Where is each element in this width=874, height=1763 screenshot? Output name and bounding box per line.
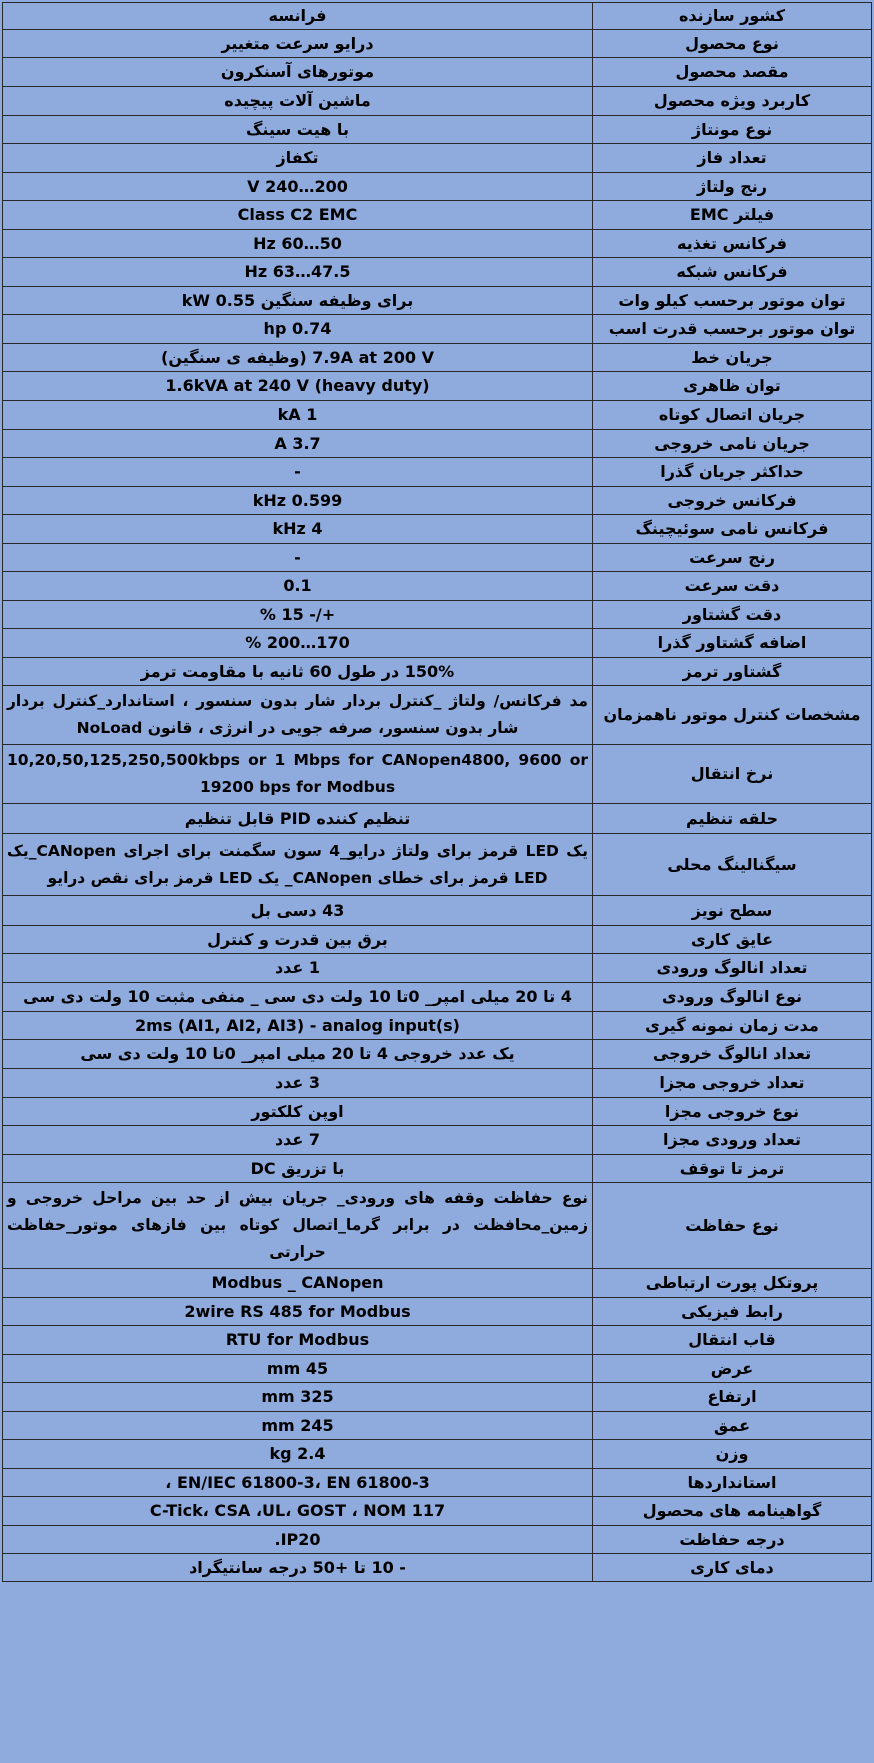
table-row	[3, 1469, 872, 1497]
spec-value: EN/IEC 61800-3، EN 61800-3 ،	[3, 1469, 593, 1497]
spec-value: ماشین آلات پیچیده	[3, 87, 593, 116]
spec-value: اوپن کلکتور	[3, 1098, 593, 1126]
table-row	[3, 30, 872, 58]
spec-label: عایق کاری	[593, 926, 872, 954]
spec-label: حداکثر جریان گذرا	[593, 458, 872, 487]
spec-label: جریان نامی خروجی	[593, 430, 872, 458]
spec-value: RTU for Modbus	[3, 1326, 593, 1355]
table-row	[3, 983, 872, 1012]
spec-value: مد فرکانس/ ولتاژ _کنترل بردار شار بدون سنسور ، استاندارد_کنترل بردار شار بدون سنسور، صرفه جویی در انرژی ، قانون NoLoad	[3, 686, 593, 745]
spec-value: تنظیم کننده PID قابل تنظیم	[3, 804, 593, 834]
table-row	[3, 1526, 872, 1554]
spec-value: 3 عدد	[3, 1069, 593, 1098]
table-row	[3, 3, 872, 30]
spec-value: 200…240 V	[3, 173, 593, 201]
spec-value: 0.74 hp	[3, 315, 593, 344]
table-row	[3, 287, 872, 315]
spec-label: فرکانس شبکه	[593, 258, 872, 287]
spec-label: فرکانس نامی سوئیچینگ	[593, 515, 872, 544]
table-row	[3, 1098, 872, 1126]
spec-label: مشخصات کنترل موتور ناهمزمان	[593, 686, 872, 745]
table-row	[3, 1269, 872, 1298]
spec-label: توان موتور برحسب قدرت اسب	[593, 315, 872, 344]
spec-label: حلقه تنظیم	[593, 804, 872, 834]
spec-value: 45 mm	[3, 1355, 593, 1383]
spec-label: رنج ولتاژ	[593, 173, 872, 201]
spec-value: 245 mm	[3, 1412, 593, 1440]
spec-value: با هیت سینگ	[3, 116, 593, 144]
spec-label: کشور سازنده	[593, 3, 872, 30]
spec-value: Modbus _ CANopen	[3, 1269, 593, 1298]
spec-label: جریان اتصال کوتاه	[593, 401, 872, 430]
table-row	[3, 430, 872, 458]
spec-table-body	[3, 3, 872, 1582]
spec-label: عمق	[593, 1412, 872, 1440]
spec-label: درجه حفاظت	[593, 1526, 872, 1554]
spec-label: نرخ انتقال	[593, 745, 872, 804]
table-row	[3, 1412, 872, 1440]
table-row	[3, 58, 872, 87]
table-row	[3, 1355, 872, 1383]
table-row	[3, 1155, 872, 1183]
table-row	[3, 1554, 872, 1582]
spec-label: توان موتور برحسب کیلو وات	[593, 287, 872, 315]
spec-value: Class C2 EMC	[3, 201, 593, 230]
spec-label: مقصد محصول	[593, 58, 872, 87]
table-row	[3, 572, 872, 601]
spec-label: گواهینامه های محصول	[593, 1497, 872, 1526]
spec-label: نوع حفاظت	[593, 1183, 872, 1269]
spec-label: دمای کاری	[593, 1554, 872, 1582]
spec-value: یک عدد خروجی 4 تا 20 میلی امپر_ 0تا 10 ولت دی سی	[3, 1040, 593, 1069]
table-row	[3, 804, 872, 834]
spec-value: 325 mm	[3, 1383, 593, 1412]
table-row	[3, 1326, 872, 1355]
spec-table	[2, 2, 872, 1582]
spec-value: درایو سرعت متغییر	[3, 30, 593, 58]
table-row	[3, 896, 872, 926]
table-row	[3, 487, 872, 515]
spec-value: فرانسه	[3, 3, 593, 30]
spec-label: ترمز تا توقف	[593, 1155, 872, 1183]
table-row	[3, 834, 872, 896]
spec-value: 4 kHz	[3, 515, 593, 544]
spec-value: 2wire RS 485 for Modbus	[3, 1298, 593, 1326]
spec-value: تکفاز	[3, 144, 593, 173]
table-row	[3, 344, 872, 372]
table-row	[3, 954, 872, 983]
spec-label: ارتفاع	[593, 1383, 872, 1412]
spec-label: نوع خروجی مجزا	[593, 1098, 872, 1126]
table-row	[3, 144, 872, 173]
spec-value: 50…60 Hz	[3, 230, 593, 258]
table-row	[3, 230, 872, 258]
table-row	[3, 1012, 872, 1040]
table-row	[3, 926, 872, 954]
spec-value: 1 عدد	[3, 954, 593, 983]
spec-value: 43 دسی بل	[3, 896, 593, 926]
table-row	[3, 1069, 872, 1098]
table-row	[3, 544, 872, 572]
table-row	[3, 658, 872, 686]
spec-label: اضافه گشتاور گذرا	[593, 629, 872, 658]
table-row	[3, 173, 872, 201]
spec-label: تعداد ورودی مجزا	[593, 1126, 872, 1155]
spec-value: 170…200 %	[3, 629, 593, 658]
table-row	[3, 401, 872, 430]
spec-value: - 10 تا +50 درجه سانتیگراد	[3, 1554, 593, 1582]
spec-label: وزن	[593, 1440, 872, 1469]
spec-label: تعداد خروجی مجزا	[593, 1069, 872, 1098]
table-row	[3, 1183, 872, 1269]
table-row	[3, 601, 872, 629]
spec-value: یک LED قرمز برای ولتاژ درایو_4 سون سگمنت برای اجرای CANopen_یک LED قرمز برای خطای CANopen_ یک LED قرمز برای نقص درایو	[3, 834, 593, 896]
table-row	[3, 1497, 872, 1526]
spec-value: با تزریق DC	[3, 1155, 593, 1183]
table-row	[3, 116, 872, 144]
table-row	[3, 258, 872, 287]
spec-value: 1 kA	[3, 401, 593, 430]
spec-value: 7 عدد	[3, 1126, 593, 1155]
spec-label: دقت سرعت	[593, 572, 872, 601]
spec-value: 2.4 kg	[3, 1440, 593, 1469]
spec-label: کاربرد ویژه محصول	[593, 87, 872, 116]
spec-label: استانداردها	[593, 1469, 872, 1497]
spec-value: 4 تا 20 میلی امپر_ 0تا 10 ولت دی سی _ منفی مثبت 10 ولت دی سی	[3, 983, 593, 1012]
table-row	[3, 201, 872, 230]
spec-label: نوع انالوگ ورودی	[593, 983, 872, 1012]
table-row	[3, 1383, 872, 1412]
spec-label: دقت گشتاور	[593, 601, 872, 629]
spec-label: قاب انتقال	[593, 1326, 872, 1355]
table-row	[3, 1040, 872, 1069]
spec-label: تعداد انالوگ خروجی	[593, 1040, 872, 1069]
table-row	[3, 629, 872, 658]
table-row	[3, 1298, 872, 1326]
spec-label: فرکانس تغذیه	[593, 230, 872, 258]
spec-value: برای وظیفه سنگین 0.55 kW	[3, 287, 593, 315]
spec-label: سطح نویز	[593, 896, 872, 926]
spec-label: پروتکل پورت ارتباطی	[593, 1269, 872, 1298]
spec-label: تعداد انالوگ ورودی	[593, 954, 872, 983]
table-row	[3, 87, 872, 116]
spec-label: سیگنالینگ محلی	[593, 834, 872, 896]
spec-label: تعداد فاز	[593, 144, 872, 173]
table-row	[3, 372, 872, 401]
spec-label: نوع محصول	[593, 30, 872, 58]
spec-value: IP20.	[3, 1526, 593, 1554]
spec-label: فیلتر EMC	[593, 201, 872, 230]
spec-value: -	[3, 544, 593, 572]
spec-label: نوع مونتاژ	[593, 116, 872, 144]
spec-label: رنج سرعت	[593, 544, 872, 572]
table-row	[3, 1440, 872, 1469]
spec-label: جریان خط	[593, 344, 872, 372]
spec-label: مدت زمان نمونه گیری	[593, 1012, 872, 1040]
spec-value: 10,20,50,125,250,500kbps or 1 Mbps for CANopen4800, 9600 or 19200 bps for Modbus	[3, 745, 593, 804]
spec-label: گشتاور ترمز	[593, 658, 872, 686]
spec-value: +/- 15 %	[3, 601, 593, 629]
spec-value: برق بین قدرت و کنترل	[3, 926, 593, 954]
spec-value: -	[3, 458, 593, 487]
table-row	[3, 458, 872, 487]
spec-value: 7.9A at 200 V (وظیفه ی سنگین)	[3, 344, 593, 372]
spec-value: 0.1	[3, 572, 593, 601]
spec-value: 47.5…63 Hz	[3, 258, 593, 287]
spec-label: فرکانس خروجی	[593, 487, 872, 515]
spec-value: 2ms (AI1, AI2, AI3) - analog input(s)	[3, 1012, 593, 1040]
spec-value: 150% در طول 60 ثانیه با مقاومت ترمز	[3, 658, 593, 686]
table-row	[3, 515, 872, 544]
spec-value: 1.6kVA at 240 V (heavy duty)	[3, 372, 593, 401]
table-row	[3, 686, 872, 745]
spec-label: رابط فیزیکی	[593, 1298, 872, 1326]
spec-value: C-Tick، CSA ،UL، GOST ، NOM 117	[3, 1497, 593, 1526]
spec-label: توان ظاهری	[593, 372, 872, 401]
spec-value: 0.599 kHz	[3, 487, 593, 515]
table-row	[3, 1126, 872, 1155]
spec-label: عرض	[593, 1355, 872, 1383]
table-row	[3, 745, 872, 804]
spec-value: 3.7 A	[3, 430, 593, 458]
spec-value: موتورهای آسنکرون	[3, 58, 593, 87]
table-row	[3, 315, 872, 344]
spec-value: نوع حفاظت وقفه های ورودی_ جریان بیش از حد بین مراحل خروجی و زمین_محافظت در برابر گرما_اتصال کوتاه بین فازهای موتور_حفاظت حرارتی	[3, 1183, 593, 1269]
